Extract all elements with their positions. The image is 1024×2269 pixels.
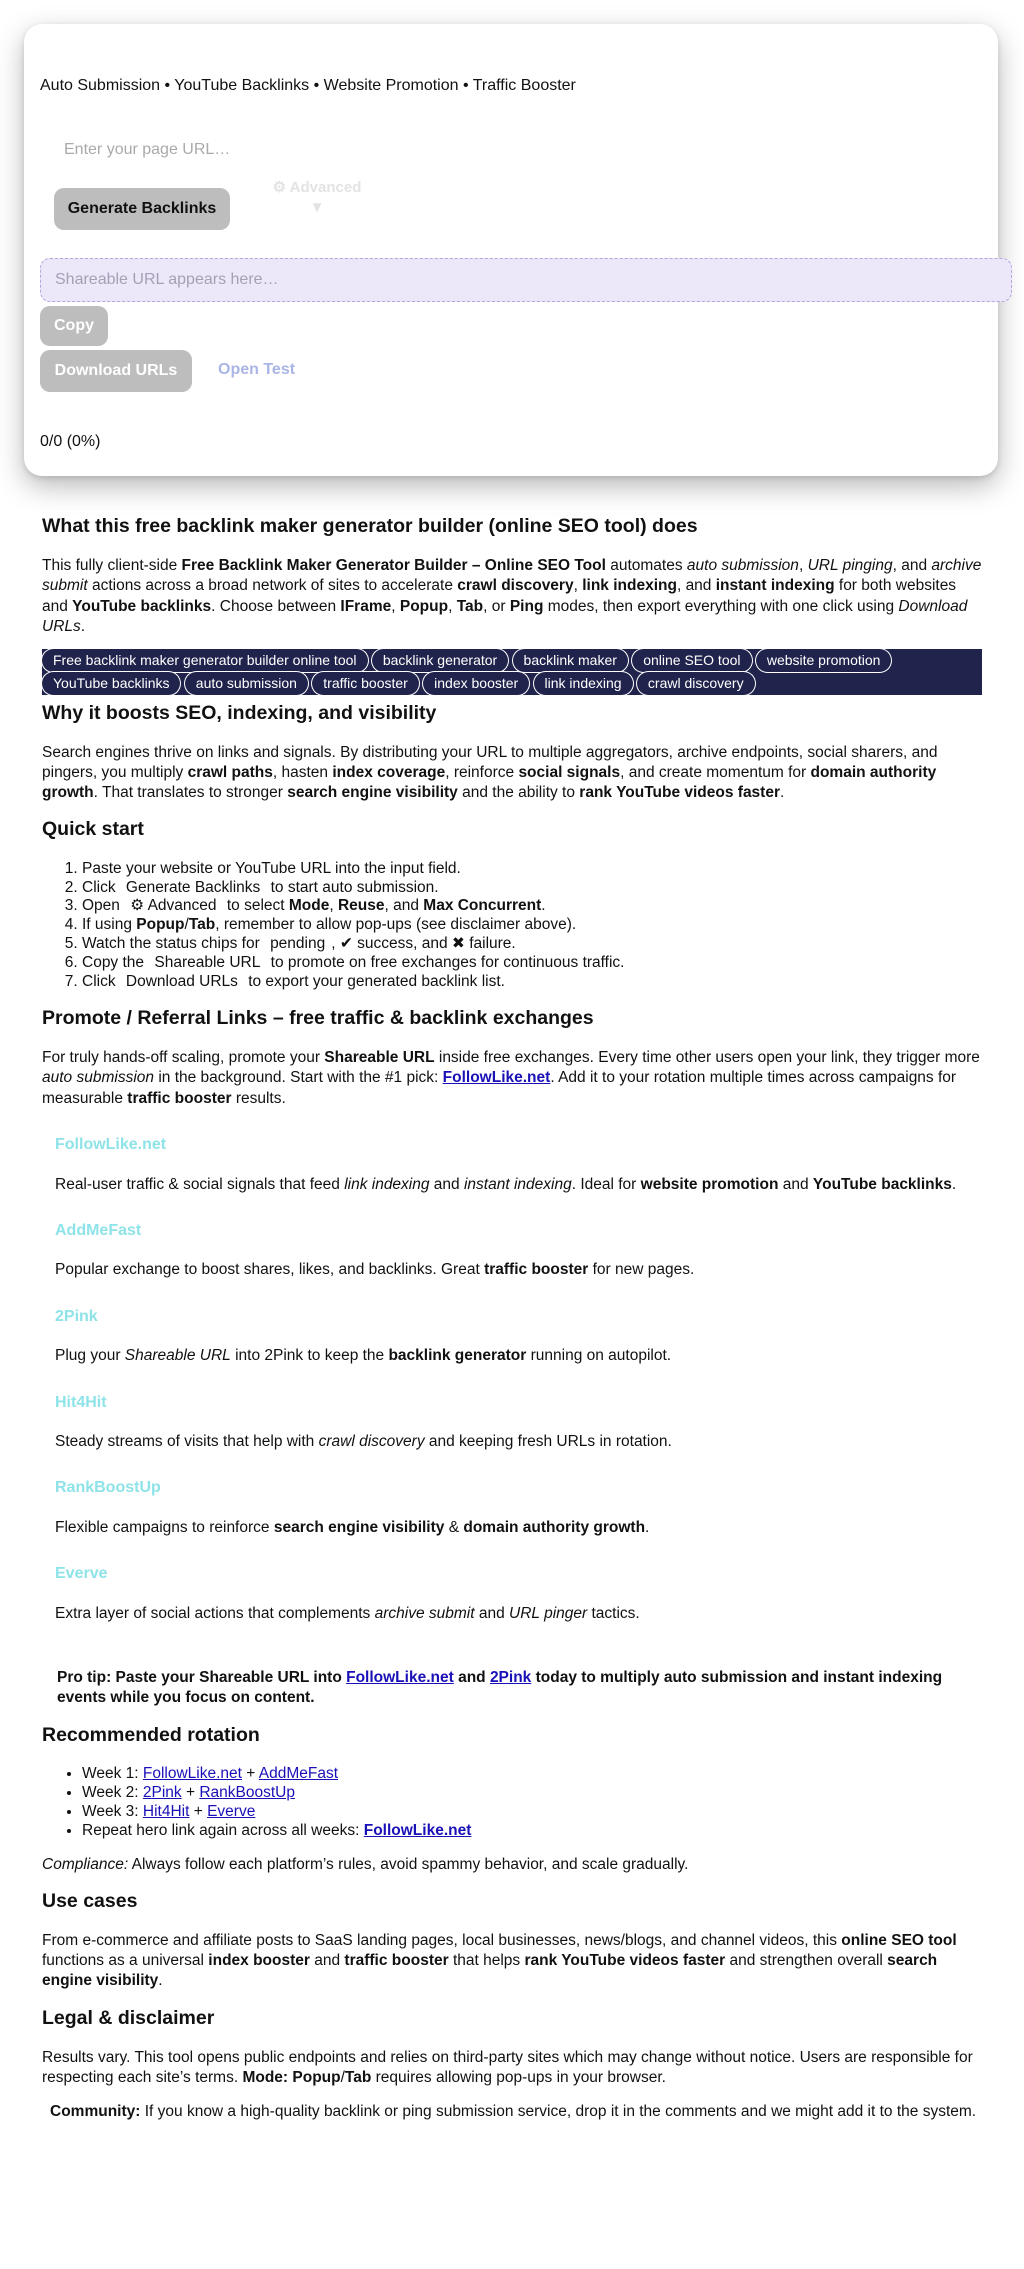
rotation-heading: Recommended rotation [42,1723,260,1746]
legal-paragraph: Results vary. This tool opens public endpoints and relies on third-party sites which may change without notice. Users are responsible for respecting each site’s terms. Mode: Popup/Tab requires allowing pop-ups in your browser. [42,2048,973,2086]
referral-name[interactable]: Everve [55,1565,108,1583]
referral-name[interactable]: 2Pink [55,1307,98,1325]
quick-start-heading: Quick start [42,818,144,841]
followlike-link[interactable]: FollowLike.net [442,1069,551,1087]
referral-name[interactable]: FollowLike.net [55,1135,167,1153]
tag: Free backlink maker generator builder online tool [42,649,368,672]
legal-heading: Legal & disclaimer [42,2006,215,2029]
why-heading: Why it boosts SEO, indexing, and visibility [42,701,437,724]
followlike-link[interactable]: FollowLike.net [363,1821,472,1839]
list-item: 3. Open ⚙ Advanced to select Mode, Reuse, and Max Concurrent. [82,897,982,916]
tag: traffic booster [312,672,419,695]
referral-desc: Real-user traffic & social signals that feed link indexing and instant indexing. Ideal for website promotion and YouTube backlinks. [55,1175,957,1193]
tag: auto submission [185,672,308,695]
tag: online SEO tool [632,649,751,672]
about-heading: What this free backlink maker generator builder (online SEO tool) does [42,515,698,537]
list-item: • Week 2: 2Pink + RankBoostUp [82,1784,982,1803]
keyword-tags [42,649,982,695]
tag: YouTube backlinks [42,672,180,695]
download-urls-button[interactable]: Download URLs [40,350,192,392]
quick-start-list [82,860,982,992]
advanced-label: ⚙ Advanced [272,179,362,196]
list-item: 7. Click Download URLs to export your generated backlink list. [82,973,982,992]
advanced-toggle[interactable] [262,178,372,219]
rotation-list [82,1765,982,1841]
open-test-link[interactable]: Open Test [218,361,296,378]
tool-card [24,24,998,476]
rankboostup-link[interactable]: RankBoostUp [199,1783,295,1801]
list-item: 2. Click Generate Backlinks to start auto submission. [82,879,982,898]
referral-desc: Flexible campaigns to reinforce search engine visibility & domain authority growth. [55,1519,650,1537]
progress-text: 0/0 (0%) [40,433,101,450]
chevron-down-icon: ▼ [309,199,325,217]
list-item: 4. If using Popup/Tab, remember to allow pop-ups (see disclaimer above). [82,916,982,935]
use-cases-heading: Use cases [42,1889,138,1912]
pro-tip: Pro tip: Paste your Shareable URL into FollowLike.net and 2Pink today to multiply auto submission and instant indexing events while you focus on content. [57,1669,943,1707]
compliance-note: Compliance: Always follow each platform’s rules, avoid spammy behavior, and scale gradually. [42,1855,689,1873]
referral-name[interactable]: Hit4Hit [55,1393,107,1411]
addmefast-link[interactable]: AddMeFast [258,1764,339,1782]
tag: backlink generator [372,649,508,672]
referral-name[interactable]: AddMeFast [55,1221,142,1239]
referral-name[interactable]: RankBoostUp [55,1479,161,1497]
about-paragraph: This fully client-side Free Backlink Maker Generator Builder – Online SEO Tool automates auto submission, URL pinging, and archive submit actions across a broad network of sites to accelerate crawl discovery, link indexing, and instant indexing for both websites and YouTube backlinks. Choose between IFrame, Popup, Tab, or Ping modes, then export everything with one click using Download URLs. [42,557,982,635]
tag: website promotion [756,649,892,672]
list-item: • Repeat hero link again across all weeks: FollowLike.net [82,1822,982,1841]
copy-button[interactable]: Copy [40,306,108,346]
promote-paragraph: For truly hands-off scaling, promote your Shareable URL inside free exchanges. Every time other users open your link, they trigger more auto submission in the background. Start with the #1 pick: FollowLike.net. Add it to your rotation multiple times across campaigns for measurable traffic booster results. [42,1049,980,1107]
community-note: Community: If you know a high-quality backlink or ping submission service, drop it in the comments and we might add it to the system. [50,2103,977,2121]
list-item: • Week 1: FollowLike.net + AddMeFast [82,1765,982,1784]
everve-link[interactable]: Everve [207,1802,256,1820]
2pink-link[interactable]: 2Pink [142,1783,182,1801]
use-cases-paragraph: From e-commerce and affiliate posts to SaaS landing pages, local businesses, news/blogs, and channel videos, this online SEO tool functions as a universal index booster and traffic booster that helps rank YouTube videos faster and strengthen overall search engine visibility. [42,1932,957,1990]
tag: backlink maker [513,649,628,672]
shareable-url-field[interactable] [40,258,1012,302]
followlike-link[interactable]: FollowLike.net [346,1669,454,1687]
tag: index booster [423,672,529,695]
referral-desc: Extra layer of social actions that complements archive submit and URL pinger tactics. [55,1605,640,1623]
hit4hit-link[interactable]: Hit4Hit [142,1802,190,1820]
followlike-link[interactable]: FollowLike.net [142,1764,242,1782]
tag: link indexing [534,672,633,695]
list-item: • Week 3: Hit4Hit + Everve [82,1803,982,1822]
list-item: 6. Copy the Shareable URL to promote on free exchanges for continuous traffic. [82,954,982,973]
referral-desc: Steady streams of visits that help with crawl discovery and keeping fresh URLs in rotation. [55,1433,672,1451]
tagline: Auto Submission • YouTube Backlinks • Website Promotion • Traffic Booster [40,77,576,94]
referral-list [42,1135,982,1625]
why-paragraph: Search engines thrive on links and signals. By distributing your URL to multiple aggregators, archive endpoints, social sharers, and pingers, you multiply crawl paths, hasten index coverage, reinforce social signals, and create momentum for domain authority growth. That translates to stronger search engine visibility and the ability to rank YouTube videos faster. [42,743,938,802]
article [42,514,982,2136]
referral-desc: Plug your Shareable URL into 2Pink to keep the backlink generator running on autopilot. [55,1347,672,1365]
tag: crawl discovery [637,672,755,695]
referral-desc: Popular exchange to boost shares, likes, and backlinks. Great traffic booster for new pages. [55,1261,695,1279]
list-item: 1. Paste your website or YouTube URL into the input field. [82,860,982,879]
promote-heading: Promote / Referral Links – free traffic & backlink exchanges [42,1006,594,1029]
list-item: 5. Watch the status chips for pending , ✔ success, and ✖ failure. [82,935,982,954]
generate-backlinks-button[interactable]: Generate Backlinks [54,188,230,230]
2pink-link[interactable]: 2Pink [489,1669,532,1687]
url-input[interactable] [64,132,664,168]
